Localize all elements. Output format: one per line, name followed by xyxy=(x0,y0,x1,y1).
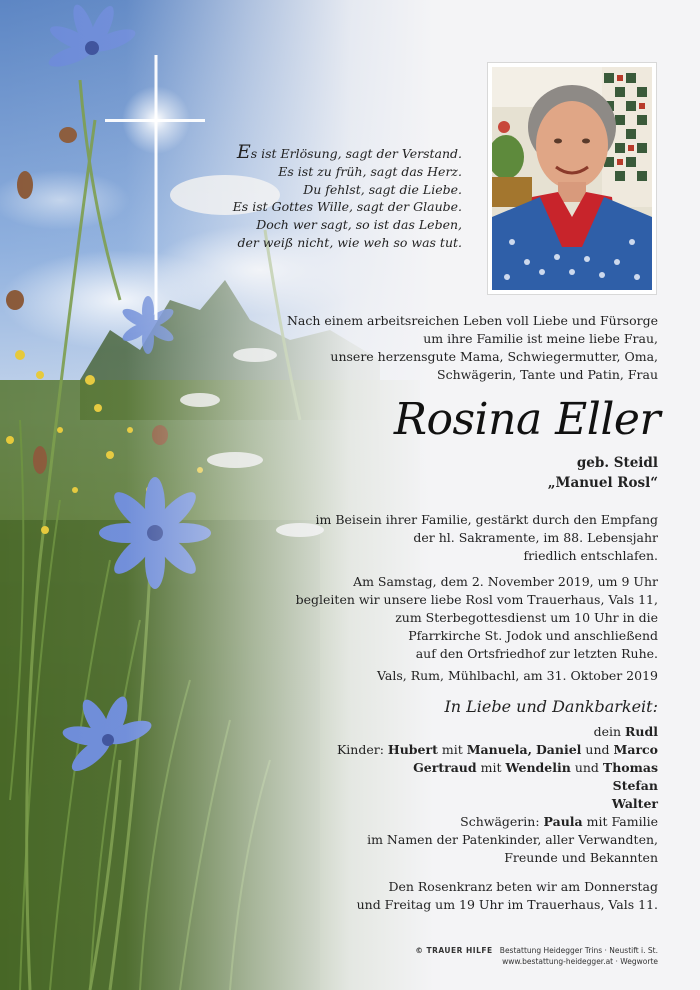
poem-dropcap: E xyxy=(236,141,251,163)
footer-line-2: www.bestattung-heidegger.at · Wegworte xyxy=(502,957,658,966)
death-text xyxy=(316,511,659,565)
death-line-3: friedlich entschlafen. xyxy=(523,548,658,563)
others-line-2: Freunde und Bekannten xyxy=(504,850,658,865)
rosary-line-1: Den Rosenkranz beten wir am Donnerstag xyxy=(388,879,658,894)
mourners-list xyxy=(337,723,658,867)
children-line-4: Walter xyxy=(611,796,658,811)
deceased-name: Rosina Eller xyxy=(393,394,660,445)
poem xyxy=(142,141,462,252)
footer xyxy=(415,945,658,967)
children-line-2: Gertraud mit Wendelin und Thomas xyxy=(413,760,658,775)
rosary-text xyxy=(357,878,658,914)
children-line-1: Kinder: Hubert mit Manuela, Daniel und Marco xyxy=(336,742,658,757)
portrait-photo xyxy=(487,62,657,295)
intro-text xyxy=(287,312,658,384)
funeral-line-5: auf den Ortsfriedhof zur letzten Ruhe. xyxy=(415,646,658,661)
death-line-2: der hl. Sakramente, im 88. Lebensjahr xyxy=(413,530,658,545)
death-line-1: im Beisein ihrer Familie, gestärkt durch den Empfang xyxy=(315,512,658,527)
funeral-text xyxy=(296,573,658,663)
poem-line-2: Es ist zu früh, sagt das Herz. xyxy=(278,163,462,179)
intro-line-3: unsere herzensgute Mama, Schwiegermutter, Oma, xyxy=(330,349,658,364)
funeral-line-3: zum Sterbegottesdienst um 10 Uhr in die xyxy=(395,610,658,625)
children-line-3: Stefan xyxy=(612,778,658,793)
sister-in-law-line: Schwägerin: Paula mit Familie xyxy=(460,814,658,829)
maiden-name-line: geb. Steidl xyxy=(576,455,658,471)
poem-line-5: Doch wer sagt, so ist das Leben, xyxy=(256,217,462,233)
maiden-name xyxy=(548,453,658,493)
intro-line-4: Schwägerin, Tante und Patin, Frau xyxy=(437,367,658,382)
place-date: Vals, Rum, Mühlbachl, am 31. Oktober 2019 xyxy=(377,668,658,683)
gratitude-heading: In Liebe und Dankbarkeit: xyxy=(444,697,658,716)
poem-line-1: Es ist Erlösung, sagt der Verstand. xyxy=(236,141,462,163)
poem-line-6: der weiß nicht, wie weh so was tut. xyxy=(237,234,462,250)
others-line-1: im Namen der Patenkinder, aller Verwandten, xyxy=(367,832,658,847)
husband-line: dein Rudl xyxy=(593,724,658,739)
poem-line-4: Es ist Gottes Wille, sagt der Glaube. xyxy=(232,199,462,215)
trauer-hilfe-logo: © TRAUER HILFE xyxy=(415,946,493,955)
nickname-line: „Manuel Rosl“ xyxy=(547,475,658,491)
rosary-line-2: und Freitag um 19 Uhr im Trauerhaus, Vals 11. xyxy=(356,897,658,912)
funeral-line-1: Am Samstag, dem 2. November 2019, um 9 Uhr xyxy=(353,574,658,589)
funeral-line-4: Pfarrkirche St. Jodok und anschließend xyxy=(408,628,658,643)
footer-line-1: © TRAUER HILFE Bestattung Heidegger Trins · Neustift i. St. xyxy=(415,946,658,955)
intro-line-2: um ihre Familie ist meine liebe Frau, xyxy=(423,331,658,346)
intro-line-1: Nach einem arbeitsreichen Leben voll Liebe und Fürsorge xyxy=(286,313,658,328)
poem-line-3: Du fehlst, sagt die Liebe. xyxy=(303,181,462,197)
funeral-line-2: begleiten wir unsere liebe Rosl vom Trauerhaus, Vals 11, xyxy=(295,592,658,607)
